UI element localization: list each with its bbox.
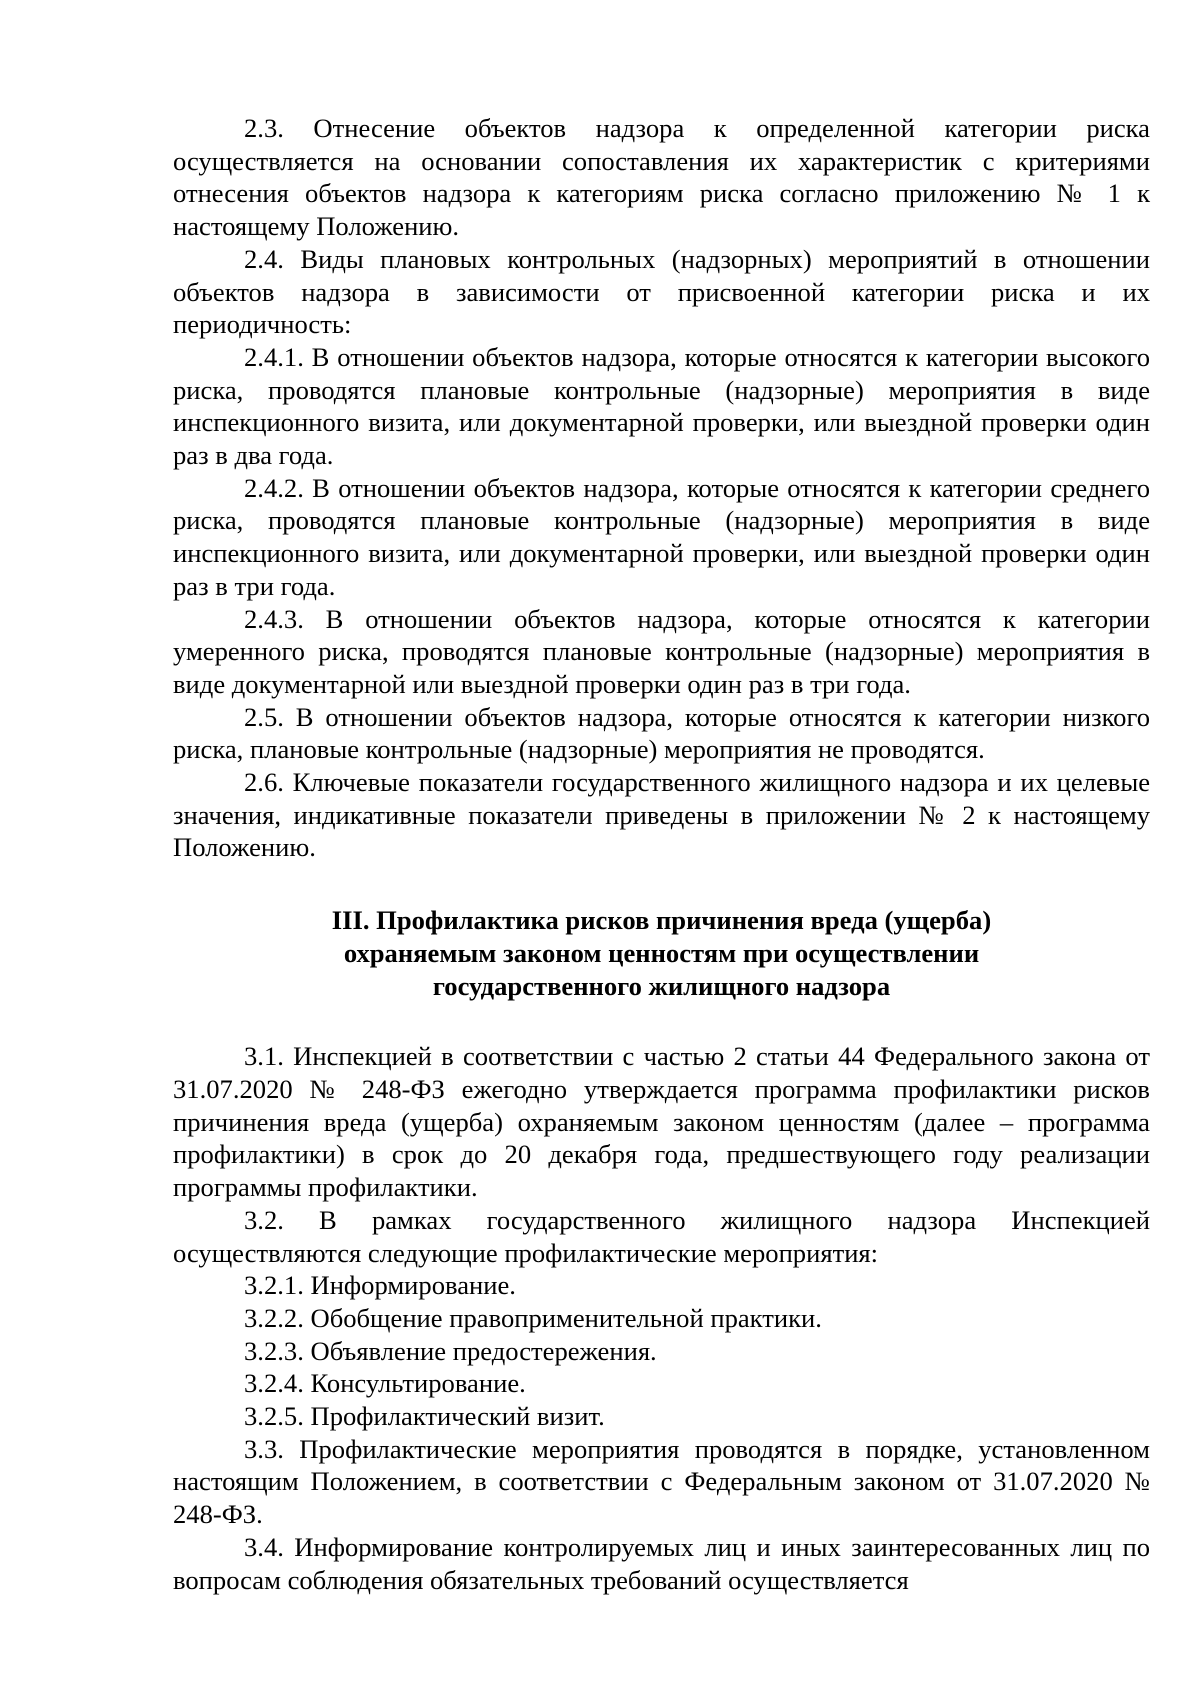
paragraph-2-3: 2.3. Отнесение объектов надзора к определенной категории риска осуществляется на основании сопоставления их характеристик с критериями отнесения объектов надзора к категориям риска согласно приложению № 1 к настоящему Положению. bbox=[173, 113, 1150, 242]
paragraph-2-4-3: 2.4.3. В отношении объектов надзора, которые относятся к категории умеренного риска, проводятся плановые контрольные (надзорные) мероприятия в виде документарной или выездной проверки один раз в три года. bbox=[173, 603, 1150, 699]
paragraph-3-2-2: 3.2.2. Обобщение правоприменительной практики. bbox=[244, 1302, 822, 1333]
paragraph-3-1: 3.1. Инспекцией в соответствии с частью 2 статьи 44 Федерального закона от 31.07.2020 № 248-ФЗ ежегодно утверждается программа профилактики рисков причинения вреда (ущерба) охраняемым законом ценностям (далее – программа профилактики) в срок до 20 декабря года, предшествующего году реализации программы профилактики. bbox=[173, 1041, 1150, 1203]
paragraph-3-2-3: 3.2.3. Объявление предостережения. bbox=[244, 1335, 657, 1366]
paragraph-3-4: 3.4. Информирование контролируемых лиц и иных заинтересованных лиц по вопросам соблюдения обязательных требований осуществляется bbox=[173, 1531, 1150, 1595]
paragraph-3-2: 3.2. В рамках государственного жилищного надзора Инспекцией осуществляются следующие профилактические мероприятия: bbox=[173, 1204, 1150, 1268]
paragraph-2-4-2: 2.4.2. В отношении объектов надзора, которые относятся к категории среднего риска, проводятся плановые контрольные (надзорные) мероприятия в виде инспекционного визита, или документарной проверки, или выездной проверки один раз в три года. bbox=[173, 472, 1150, 601]
section-heading-line-1: III. Профилактика рисков причинения вреда (ущерба) bbox=[331, 905, 992, 936]
paragraph-3-2-1: 3.2.1. Информирование. bbox=[244, 1270, 516, 1301]
paragraph-3-3: 3.3. Профилактические мероприятия проводятся в порядке, установленном настоящим Положением, в соответствии с Федеральным законом от 31.07.2020 № 248-ФЗ. bbox=[173, 1433, 1150, 1530]
paragraph-3-2-5: 3.2.5. Профилактический визит. bbox=[244, 1401, 605, 1432]
paragraph-2-5: 2.5. В отношении объектов надзора, которые относятся к категории низкого риска, плановые контрольные (надзорные) мероприятия не проводятся. bbox=[173, 701, 1150, 765]
paragraph-2-6: 2.6. Ключевые показатели государственного жилищного надзора и их целевые значения, индикативные показатели приведены в приложении № 2 к настоящему Положению. bbox=[173, 767, 1150, 863]
section-heading-line-2: охраняемым законом ценностям при осуществлении bbox=[343, 937, 980, 968]
paragraph-2-4: 2.4. Виды плановых контрольных (надзорных) мероприятий в отношении объектов надзора в зависимости от присвоенной категории риска и их периодичность: bbox=[173, 243, 1150, 340]
section-heading-line-3: государственного жилищного надзора bbox=[432, 970, 891, 1001]
paragraph-2-4-1: 2.4.1. В отношении объектов надзора, которые относятся к категории высокого риска, проводятся плановые контрольные (надзорные) мероприятия в виде инспекционного визита, или документарной проверки, или выездной проверки один раз в два года. bbox=[173, 341, 1150, 471]
section-heading bbox=[173, 904, 1150, 1002]
paragraph-3-2-4: 3.2.4. Консультирование. bbox=[244, 1368, 526, 1399]
document-page bbox=[173, 112, 1150, 1596]
